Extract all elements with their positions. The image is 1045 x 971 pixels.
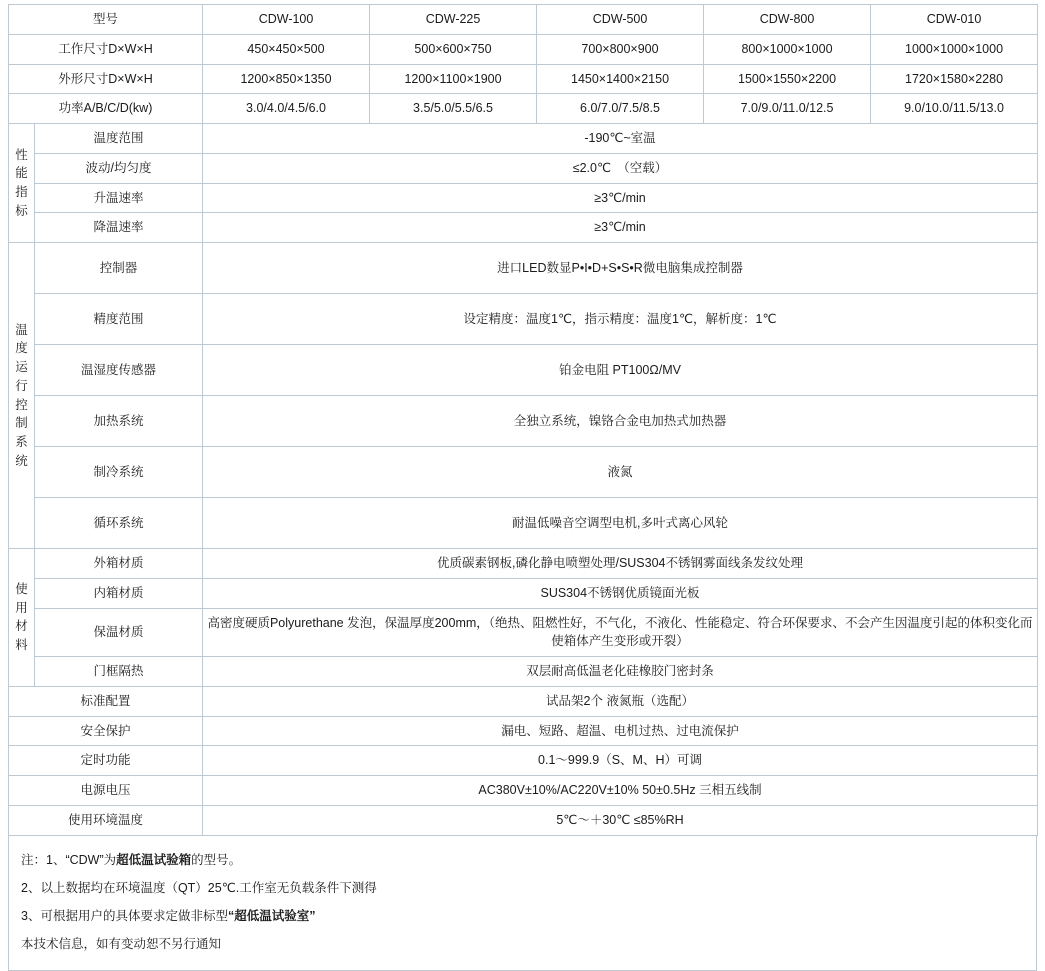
table-row <box>9 498 1038 549</box>
row-label-heating-system: 加热系统 <box>35 396 203 447</box>
model-cdw-225: CDW-225 <box>370 5 537 35</box>
cell-value: SUS304不锈钢优质镜面光板 <box>203 578 1038 608</box>
table-row <box>9 608 1038 657</box>
cell-value: 优质碳素钢板,磷化静电喷塑处理/SUS304不锈钢雾面线条发纹处理 <box>203 549 1038 579</box>
cell-value: 7.0/9.0/11.0/12.5 <box>704 94 871 124</box>
row-label-cooling-rate: 降温速率 <box>35 213 203 243</box>
row-label-door-seal: 门框隔热 <box>35 657 203 687</box>
row-label-sensor: 温湿度传感器 <box>35 345 203 396</box>
note-line-3 <box>21 902 1024 930</box>
table-row <box>9 396 1038 447</box>
specification-table <box>8 4 1038 836</box>
cell-value: 进口LED数显P•I•D+S•S•R微电脑集成控制器 <box>203 243 1038 294</box>
cell-value: AC380V±10%/AC220V±10% 50±0.5Hz 三相五线制 <box>203 776 1038 806</box>
row-label-power: 功率A/B/C/D(kw) <box>9 94 203 124</box>
cell-value: 9.0/10.0/11.5/13.0 <box>871 94 1038 124</box>
note-line-4: 本技术信息，如有变动恕不另行通知 <box>21 930 1024 958</box>
row-label-timer-function: 定时功能 <box>9 746 203 776</box>
cell-value: 1200×1100×1900 <box>370 64 537 94</box>
cell-value: 高密度硬质Polyurethane 发泡，保温厚度200mm，（绝热、阻燃性好，不气化，不液化、性能稳定、符合环保要求、不会产生因温度引起的体积变化而使箱体产生变形或开裂） <box>203 608 1038 657</box>
table-row <box>9 345 1038 396</box>
row-label-controller: 控制器 <box>35 243 203 294</box>
notes-section <box>8 836 1037 971</box>
row-label-accuracy-range: 精度范围 <box>35 294 203 345</box>
note-line-1 <box>21 846 1024 874</box>
row-label-fluctuation: 波动/均匀度 <box>35 153 203 183</box>
group-label-materials: 使用材料 <box>9 549 35 687</box>
table-row <box>9 243 1038 294</box>
row-label-overall-size: 外形尺寸D×W×H <box>9 64 203 94</box>
cell-value: 3.0/4.0/4.5/6.0 <box>203 94 370 124</box>
row-label-insulation-material: 保温材质 <box>35 608 203 657</box>
table-row <box>9 686 1038 716</box>
row-label-ambient-temperature: 使用环境温度 <box>9 805 203 835</box>
cell-value: ≥3℃/min <box>203 213 1038 243</box>
table-row <box>9 805 1038 835</box>
cell-value: 500×600×750 <box>370 34 537 64</box>
group-label-temperature-control-system: 温度运行控制系统 <box>9 243 35 549</box>
cell-value: 5℃～＋30℃ ≤85%RH <box>203 805 1038 835</box>
table-row <box>9 447 1038 498</box>
table-row <box>9 94 1038 124</box>
row-label-standard-config: 标准配置 <box>9 686 203 716</box>
cell-value: 双层耐高低温老化硅橡胶门密封条 <box>203 657 1038 687</box>
cell-value: 漏电、短路、超温、电机过热、过电流保护 <box>203 716 1038 746</box>
table-row <box>9 34 1038 64</box>
cell-value: 1000×1000×1000 <box>871 34 1038 64</box>
row-label-outer-shell-material: 外箱材质 <box>35 549 203 579</box>
table-row-model <box>9 5 1038 35</box>
note-line-2: 2、以上数据均在环境温度（QT）25℃.工作室无负载条件下测得 <box>21 874 1024 902</box>
table-row <box>9 294 1038 345</box>
cell-value: 6.0/7.0/7.5/8.5 <box>537 94 704 124</box>
cell-value: 1450×1400×2150 <box>537 64 704 94</box>
row-label-power-supply: 电源电压 <box>9 776 203 806</box>
model-cdw-500: CDW-500 <box>537 5 704 35</box>
table-row <box>9 578 1038 608</box>
model-cdw-100: CDW-100 <box>203 5 370 35</box>
cell-value: 450×450×500 <box>203 34 370 64</box>
row-label-cooling-system: 制冷系统 <box>35 447 203 498</box>
cell-value: 3.5/5.0/5.5/6.5 <box>370 94 537 124</box>
table-row <box>9 64 1038 94</box>
cell-value: -190℃~室温 <box>203 124 1038 154</box>
cell-value: 800×1000×1000 <box>704 34 871 64</box>
model-cdw-800: CDW-800 <box>704 5 871 35</box>
table-row <box>9 746 1038 776</box>
cell-value: 设定精度：温度1℃，指示精度：温度1℃，解析度：1℃ <box>203 294 1038 345</box>
note-3-bold: “超低温试验室” <box>228 909 316 923</box>
row-label-safety-protection: 安全保护 <box>9 716 203 746</box>
cell-value: 1720×1580×2280 <box>871 64 1038 94</box>
cell-value: 试品架2个 液氮瓶（选配） <box>203 686 1038 716</box>
cell-value: 耐温低噪音空调型电机,多叶式离心风轮 <box>203 498 1038 549</box>
note-1-prefix: 注：1、“CDW”为 <box>21 853 116 867</box>
row-label-inner-shell-material: 内箱材质 <box>35 578 203 608</box>
note-1-bold: 超低温试验箱 <box>116 853 191 867</box>
cell-value: 铂金电阻 PT100Ω/MV <box>203 345 1038 396</box>
table-row <box>9 716 1038 746</box>
cell-value: 液氮 <box>203 447 1038 498</box>
cell-value: 700×800×900 <box>537 34 704 64</box>
cell-value: 0.1～999.9（S、M、H）可调 <box>203 746 1038 776</box>
model-label: 型号 <box>9 5 203 35</box>
note-1-suffix: 的型号。 <box>191 853 241 867</box>
group-label-performance: 性能指标 <box>9 124 35 243</box>
cell-value: 1500×1550×2200 <box>704 64 871 94</box>
row-label-circulation-system: 循环系统 <box>35 498 203 549</box>
note-3-prefix: 3、可根据用户的具体要求定做非标型 <box>21 909 228 923</box>
row-label-working-size: 工作尺寸D×W×H <box>9 34 203 64</box>
table-row <box>9 549 1038 579</box>
table-row <box>9 776 1038 806</box>
table-row <box>9 153 1038 183</box>
table-row <box>9 183 1038 213</box>
cell-value: 全独立系统，镍铬合金电加热式加热器 <box>203 396 1038 447</box>
cell-value: ≤2.0℃ （空载） <box>203 153 1038 183</box>
row-label-heating-rate: 升温速率 <box>35 183 203 213</box>
cell-value: 1200×850×1350 <box>203 64 370 94</box>
cell-value: ≥3℃/min <box>203 183 1038 213</box>
table-row <box>9 657 1038 687</box>
model-cdw-010: CDW-010 <box>871 5 1038 35</box>
table-row <box>9 213 1038 243</box>
row-label-temp-range: 温度范围 <box>35 124 203 154</box>
table-row <box>9 124 1038 154</box>
